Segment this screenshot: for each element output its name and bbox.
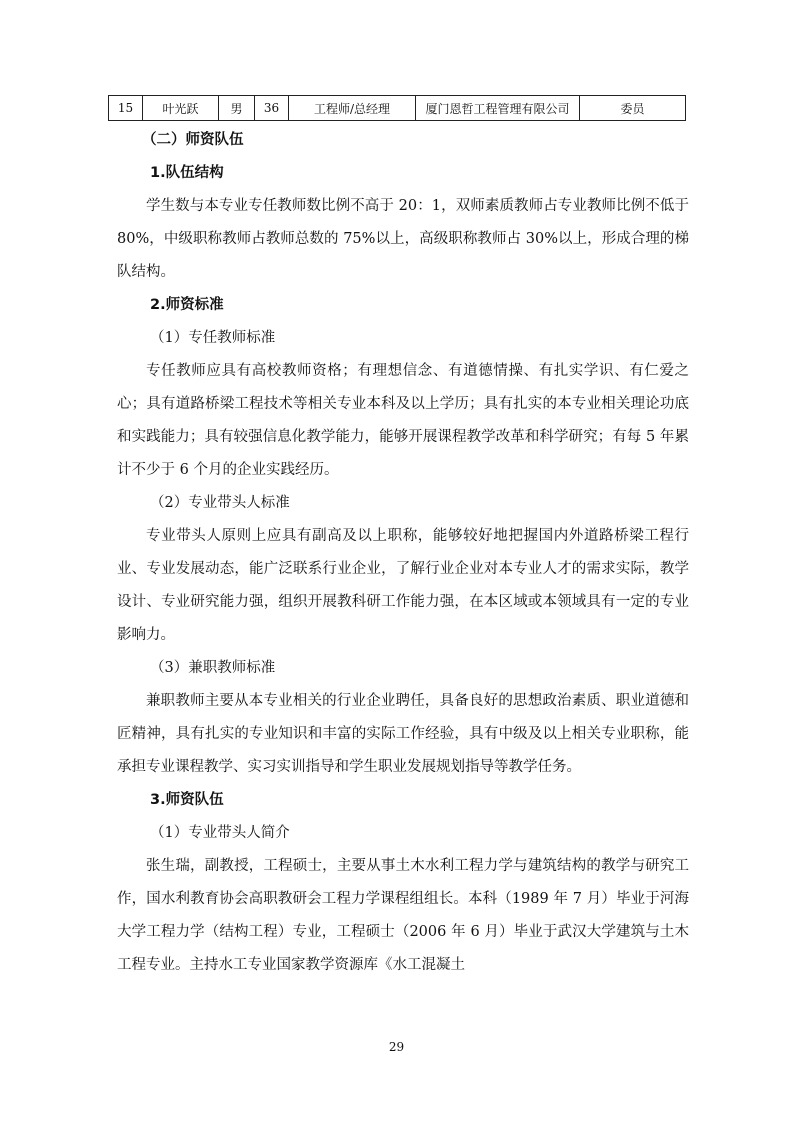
paragraph-fulltime-teacher-standard: 专任教师应具有高校教师资格；有理想信念、有道德情操、有扎实学识、有仁爱之心；具有道路桥梁工程技术等相关专业本科及以上学历；具有扎实的本专业相关理论功底和实践能力；具有较强信息化教学能力，能够开展课程教学改革和科学研究；有每 5 年累计不少于 6 个月的企业实践经历。 xyxy=(117,363,689,478)
heading-program-leader-intro: （1）专业带头人简介 xyxy=(150,825,290,841)
paragraph-program-leader-standard: 专业带头人原则上应具有副高及以上职称，能够较好地把握国内外道路桥梁工程行业、专业发展动态，能广泛联系行业企业，了解行业企业对本专业人才的需求实际，教学设计、专业研究能力强，组织开展教科研工作能力强，在本区域或本领域具有一定的专业影响力。 xyxy=(117,528,689,643)
heading-faculty-standards: 2.师资标准 xyxy=(150,297,224,313)
table-cell-organization: 厦门恩哲工程管理有限公司 xyxy=(416,96,580,121)
heading-team-structure: 1.队伍结构 xyxy=(150,165,224,181)
table-cell-index: 15 xyxy=(109,96,143,121)
table-row xyxy=(109,96,686,121)
heading-faculty-team: 3.师资队伍 xyxy=(150,792,224,808)
section-heading-faculty-team: （二）师资队伍 xyxy=(142,132,244,148)
page-number: 29 xyxy=(388,1040,405,1054)
paragraph-program-leader-intro: 张生瑞，副教授，工程硕士，主要从事土木水利工程力学与建筑结构的教学与研究工作，国水利教育协会高职教研会工程力学课程组组长。本科（1989 年 7 月）毕业于河海大学工程力学（结构工程）专业，工程硕士（2006 年 6 月）毕业于武汉大学建筑与土木工程专业。主持水工专业国家教学资源库《水工混凝土 xyxy=(117,858,689,973)
heading-parttime-teacher-standard: （3）兼职教师标准 xyxy=(150,660,276,676)
committee-member-table xyxy=(108,95,686,121)
table-cell-gender: 男 xyxy=(219,96,255,121)
table-cell-title: 工程师/总经理 xyxy=(289,96,416,121)
table-cell-name: 叶光跃 xyxy=(143,96,219,121)
paragraph-team-structure: 学生数与本专业专任教师数比例不高于 20：1，双师素质教师占专业教师比例不低于 80%，中级职称教师占教师总数的 75%以上，高级职称教师占 30%以上，形成合理的梯队结构。 xyxy=(117,198,689,280)
table-cell-role: 委员 xyxy=(580,96,686,121)
heading-program-leader-standard: （2）专业带头人标准 xyxy=(150,495,290,511)
heading-fulltime-teacher-standard: （1）专任教师标准 xyxy=(150,330,276,346)
paragraph-parttime-teacher-standard: 兼职教师主要从本专业相关的行业企业聘任，具备良好的思想政治素质、职业道德和 匠精神，具有扎实的专业知识和丰富的实际工作经验，具有中级及以上相关专业职称，能承担专业课程教学、实习实训指导和学生职业发展规划指导等教学任务。 xyxy=(117,693,704,775)
document-body xyxy=(117,124,704,982)
table-cell-age: 36 xyxy=(255,96,289,121)
